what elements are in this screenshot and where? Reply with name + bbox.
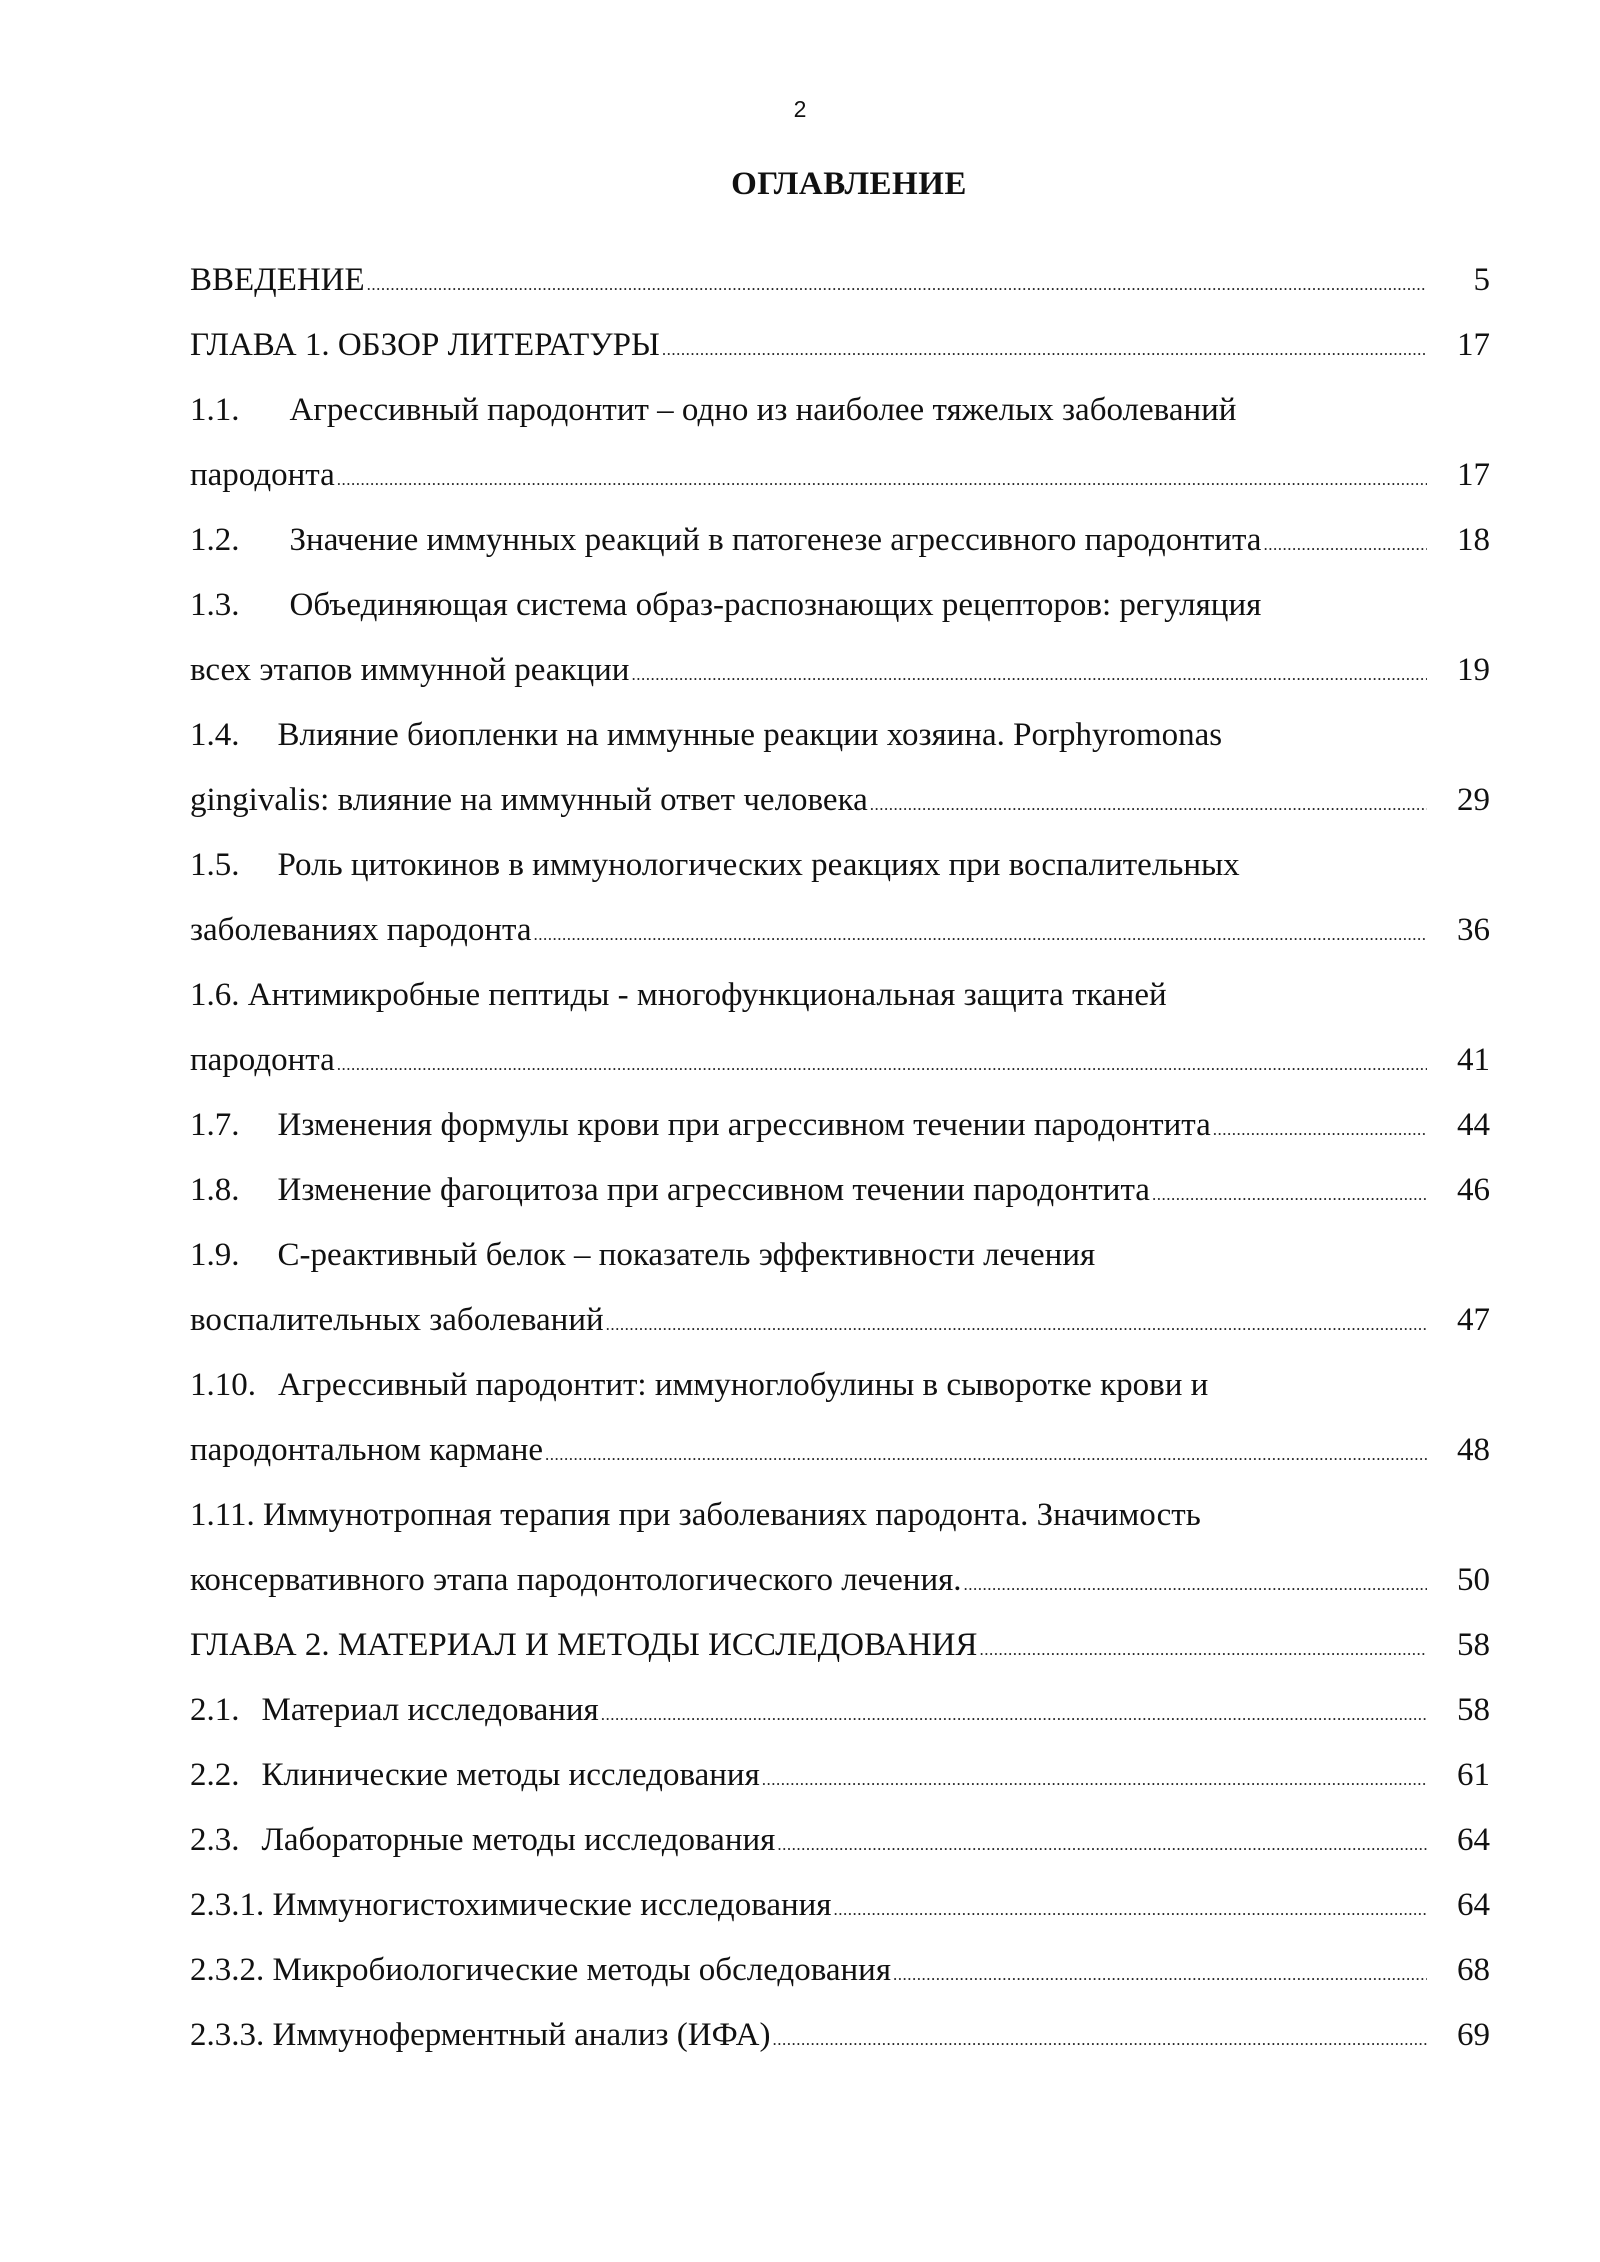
toc-entry-number: 1.6. — [190, 977, 240, 1013]
toc-page-number: 36 — [1457, 912, 1490, 948]
toc-leader-dots — [893, 1942, 1427, 2007]
toc-entry-number: 1.3. — [190, 587, 240, 623]
toc-entry-title: Иммуноферментный анализ (ИФА) — [272, 2017, 771, 2053]
toc-entry-number: 2.1. — [190, 1692, 240, 1728]
toc-page-number: 64 — [1457, 1887, 1490, 1923]
toc-leader-dots — [545, 1422, 1427, 1487]
toc-leader-dots — [662, 317, 1427, 382]
toc-entry-title: Антимикробные пептиды - многофункциональная защита тканей — [247, 977, 1167, 1013]
toc-entry-title: Роль цитокинов в иммунологических реакциях при воспалительных — [277, 847, 1240, 883]
toc-entry-continuation: заболеваниях пародонта — [190, 912, 532, 948]
toc-leader-dots — [1263, 512, 1427, 577]
toc-entry-line[interactable] — [190, 378, 1490, 443]
toc-leader-dots — [1152, 1162, 1427, 1227]
toc-entry-line[interactable] — [190, 1353, 1490, 1418]
toc-entry-title: Агрессивный пародонтит: иммуноглобулины в сыворотке крови и — [278, 1367, 1209, 1403]
toc-leader-dots — [834, 1877, 1428, 1942]
toc-page-number: 69 — [1457, 2017, 1490, 2053]
toc-entry-text — [190, 1353, 1208, 1418]
toc-entry-title: Значение иммунных реакций в патогенезе агрессивного пародонтита — [289, 522, 1262, 558]
toc-entry-text — [190, 573, 1261, 638]
toc-entry-line[interactable] — [190, 508, 1490, 573]
toc-entry-continuation: всех этапов иммунной реакции — [190, 652, 630, 688]
toc-entry-text — [190, 1093, 1211, 1158]
toc-entry-text — [190, 833, 1240, 898]
toc-entry-number: 2.3.1. — [190, 1887, 265, 1923]
toc-entry-continuation: воспалительных заболеваний — [190, 1302, 604, 1338]
toc-leader-dots — [964, 1552, 1427, 1617]
toc-entry-continuation: пародонта — [190, 457, 335, 493]
toc-leader-dots — [533, 902, 1427, 967]
toc-entry-title: Изменение фагоцитоза при агрессивном течении пародонтита — [277, 1172, 1150, 1208]
toc-entry-line[interactable] — [190, 248, 1490, 313]
toc-entry-title: ВВЕДЕНИЕ — [190, 262, 365, 298]
toc-page-number: 17 — [1457, 457, 1490, 493]
toc-entry-number: 1.11. — [190, 1497, 255, 1533]
toc-entry-line[interactable] — [190, 1678, 1490, 1743]
toc-page-number: 17 — [1457, 327, 1490, 363]
toc-entry-line[interactable] — [190, 963, 1490, 1028]
toc-page-number: 47 — [1457, 1302, 1490, 1338]
toc-entry-number: 1.10. — [190, 1367, 256, 1403]
toc-entry-line[interactable] — [190, 1808, 1490, 1873]
table-of-contents — [190, 248, 1490, 2068]
toc-entry-line[interactable] — [190, 1938, 1490, 2003]
toc-page-number: 64 — [1457, 1822, 1490, 1858]
toc-entry-title: С-реактивный белок – показатель эффективности лечения — [277, 1237, 1096, 1273]
toc-entry-line[interactable] — [190, 1483, 1490, 1548]
toc-entry-text — [190, 1873, 832, 1938]
toc-entry-text — [190, 2003, 770, 2068]
toc-leader-dots — [1213, 1097, 1427, 1162]
toc-entry-text — [190, 1678, 599, 1743]
toc-entry-title: Изменения формулы крови при агрессивном течении пародонтита — [277, 1107, 1211, 1143]
toc-entry-line[interactable] — [190, 768, 1490, 833]
toc-entry-text — [190, 1158, 1150, 1223]
toc-entry-line[interactable] — [190, 1093, 1490, 1158]
toc-entry-line[interactable] — [190, 898, 1490, 963]
toc-entry-line[interactable] — [190, 1288, 1490, 1353]
toc-page-number: 44 — [1457, 1107, 1490, 1143]
toc-entry-title: Клинические методы исследования — [261, 1757, 760, 1793]
page-title: ОГЛАВЛЕНИЕ — [731, 166, 967, 202]
toc-entry-line[interactable] — [190, 573, 1490, 638]
toc-page-number: 61 — [1457, 1757, 1490, 1793]
toc-entry-text — [190, 248, 365, 313]
toc-entry-text — [190, 508, 1261, 573]
toc-entry-line[interactable] — [190, 1613, 1490, 1678]
toc-entry-continuation: gingivalis: влияние на иммунный ответ человека — [190, 782, 868, 818]
toc-entry-line[interactable] — [190, 1158, 1490, 1223]
toc-page-number: 68 — [1457, 1952, 1490, 1988]
toc-entry-text — [190, 378, 1236, 443]
toc-leader-dots — [772, 2007, 1427, 2072]
toc-page-number: 19 — [1457, 652, 1490, 688]
toc-entry-number: 1.2. — [190, 522, 240, 558]
toc-entry-line[interactable] — [190, 1743, 1490, 1808]
toc-entry-text — [190, 1613, 977, 1678]
toc-entry-line[interactable] — [190, 638, 1490, 703]
toc-leader-dots — [870, 772, 1427, 837]
toc-leader-dots — [367, 252, 1427, 317]
toc-entry-continuation: пародонта — [190, 1042, 335, 1078]
toc-entry-line[interactable] — [190, 833, 1490, 898]
toc-page-number: 5 — [1473, 262, 1490, 298]
toc-leader-dots — [337, 447, 1427, 512]
toc-entry-line[interactable] — [190, 703, 1490, 768]
toc-entry-title: Лабораторные методы исследования — [261, 1822, 776, 1858]
toc-entry-number: 1.7. — [190, 1107, 240, 1143]
toc-entry-number: 1.4. — [190, 717, 240, 753]
toc-entry-number: 1.8. — [190, 1172, 240, 1208]
toc-entry-number: 2.3. — [190, 1822, 240, 1858]
toc-entry-number: 1.9. — [190, 1237, 240, 1273]
toc-leader-dots — [601, 1682, 1427, 1747]
toc-entry-number: 1.5. — [190, 847, 240, 883]
toc-page-number: 58 — [1457, 1692, 1490, 1728]
toc-entry-text — [190, 1808, 775, 1873]
toc-entry-line[interactable] — [190, 1223, 1490, 1288]
toc-entry-number: 2.3.2. — [190, 1952, 265, 1988]
toc-entry-line[interactable] — [190, 443, 1490, 508]
toc-leader-dots — [606, 1292, 1427, 1357]
toc-entry-line[interactable] — [190, 1873, 1490, 1938]
toc-entry-title: ГЛАВА 1. ОБЗОР ЛИТЕРАТУРЫ — [190, 327, 660, 363]
toc-page-number: 58 — [1457, 1627, 1490, 1663]
toc-page-number: 46 — [1457, 1172, 1490, 1208]
toc-page-number: 48 — [1457, 1432, 1490, 1468]
toc-entry-line[interactable] — [190, 1418, 1490, 1483]
toc-leader-dots — [337, 1032, 1427, 1097]
toc-entry-number: 1.1. — [190, 392, 240, 428]
toc-leader-dots — [777, 1812, 1427, 1877]
toc-leader-dots — [762, 1747, 1427, 1812]
toc-entry-line[interactable] — [190, 2003, 1490, 2068]
toc-page-number: 50 — [1457, 1562, 1490, 1598]
toc-entry-text — [190, 313, 660, 378]
toc-entry-title: ГЛАВА 2. МАТЕРИАЛ И МЕТОДЫ ИССЛЕДОВАНИЯ — [190, 1627, 978, 1663]
toc-entry-line[interactable] — [190, 1028, 1490, 1093]
toc-page-number: 41 — [1457, 1042, 1490, 1078]
toc-entry-title: Иммунотропная терапия при заболеваниях пародонта. Значимость — [263, 1497, 1201, 1533]
toc-entry-text — [190, 1743, 760, 1808]
toc-page-number: 29 — [1457, 782, 1490, 818]
toc-entry-line[interactable] — [190, 313, 1490, 378]
page-number: 2 — [793, 96, 807, 122]
toc-entry-title: Влияние биопленки на иммунные реакции хозяина. Porphyromonas — [277, 717, 1223, 753]
toc-entry-text — [190, 963, 1167, 1028]
toc-entry-text — [190, 1483, 1201, 1548]
toc-entry-title: Объединяющая система образ-распознающих рецепторов: регуляция — [289, 587, 1262, 623]
toc-leader-dots — [979, 1617, 1427, 1682]
toc-page-number: 18 — [1457, 522, 1490, 558]
toc-entry-continuation: пародонтальном кармане — [190, 1432, 544, 1468]
toc-entry-number: 2.2. — [190, 1757, 240, 1793]
toc-leader-dots — [631, 642, 1427, 707]
toc-entry-title: Микробиологические методы обследования — [272, 1952, 891, 1988]
toc-entry-title: Иммуногистохимические исследования — [272, 1887, 832, 1923]
toc-entry-continuation: консервативного этапа пародонтологического лечения. — [190, 1562, 962, 1598]
toc-entry-text — [190, 703, 1222, 768]
toc-entry-text — [190, 1938, 891, 2003]
toc-entry-title: Материал исследования — [261, 1692, 599, 1728]
toc-entry-text — [190, 1223, 1095, 1288]
toc-entry-number: 2.3.3. — [190, 2017, 265, 2053]
toc-entry-title: Агрессивный пародонтит – одно из наиболее тяжелых заболеваний — [289, 392, 1237, 428]
toc-entry-line[interactable] — [190, 1548, 1490, 1613]
